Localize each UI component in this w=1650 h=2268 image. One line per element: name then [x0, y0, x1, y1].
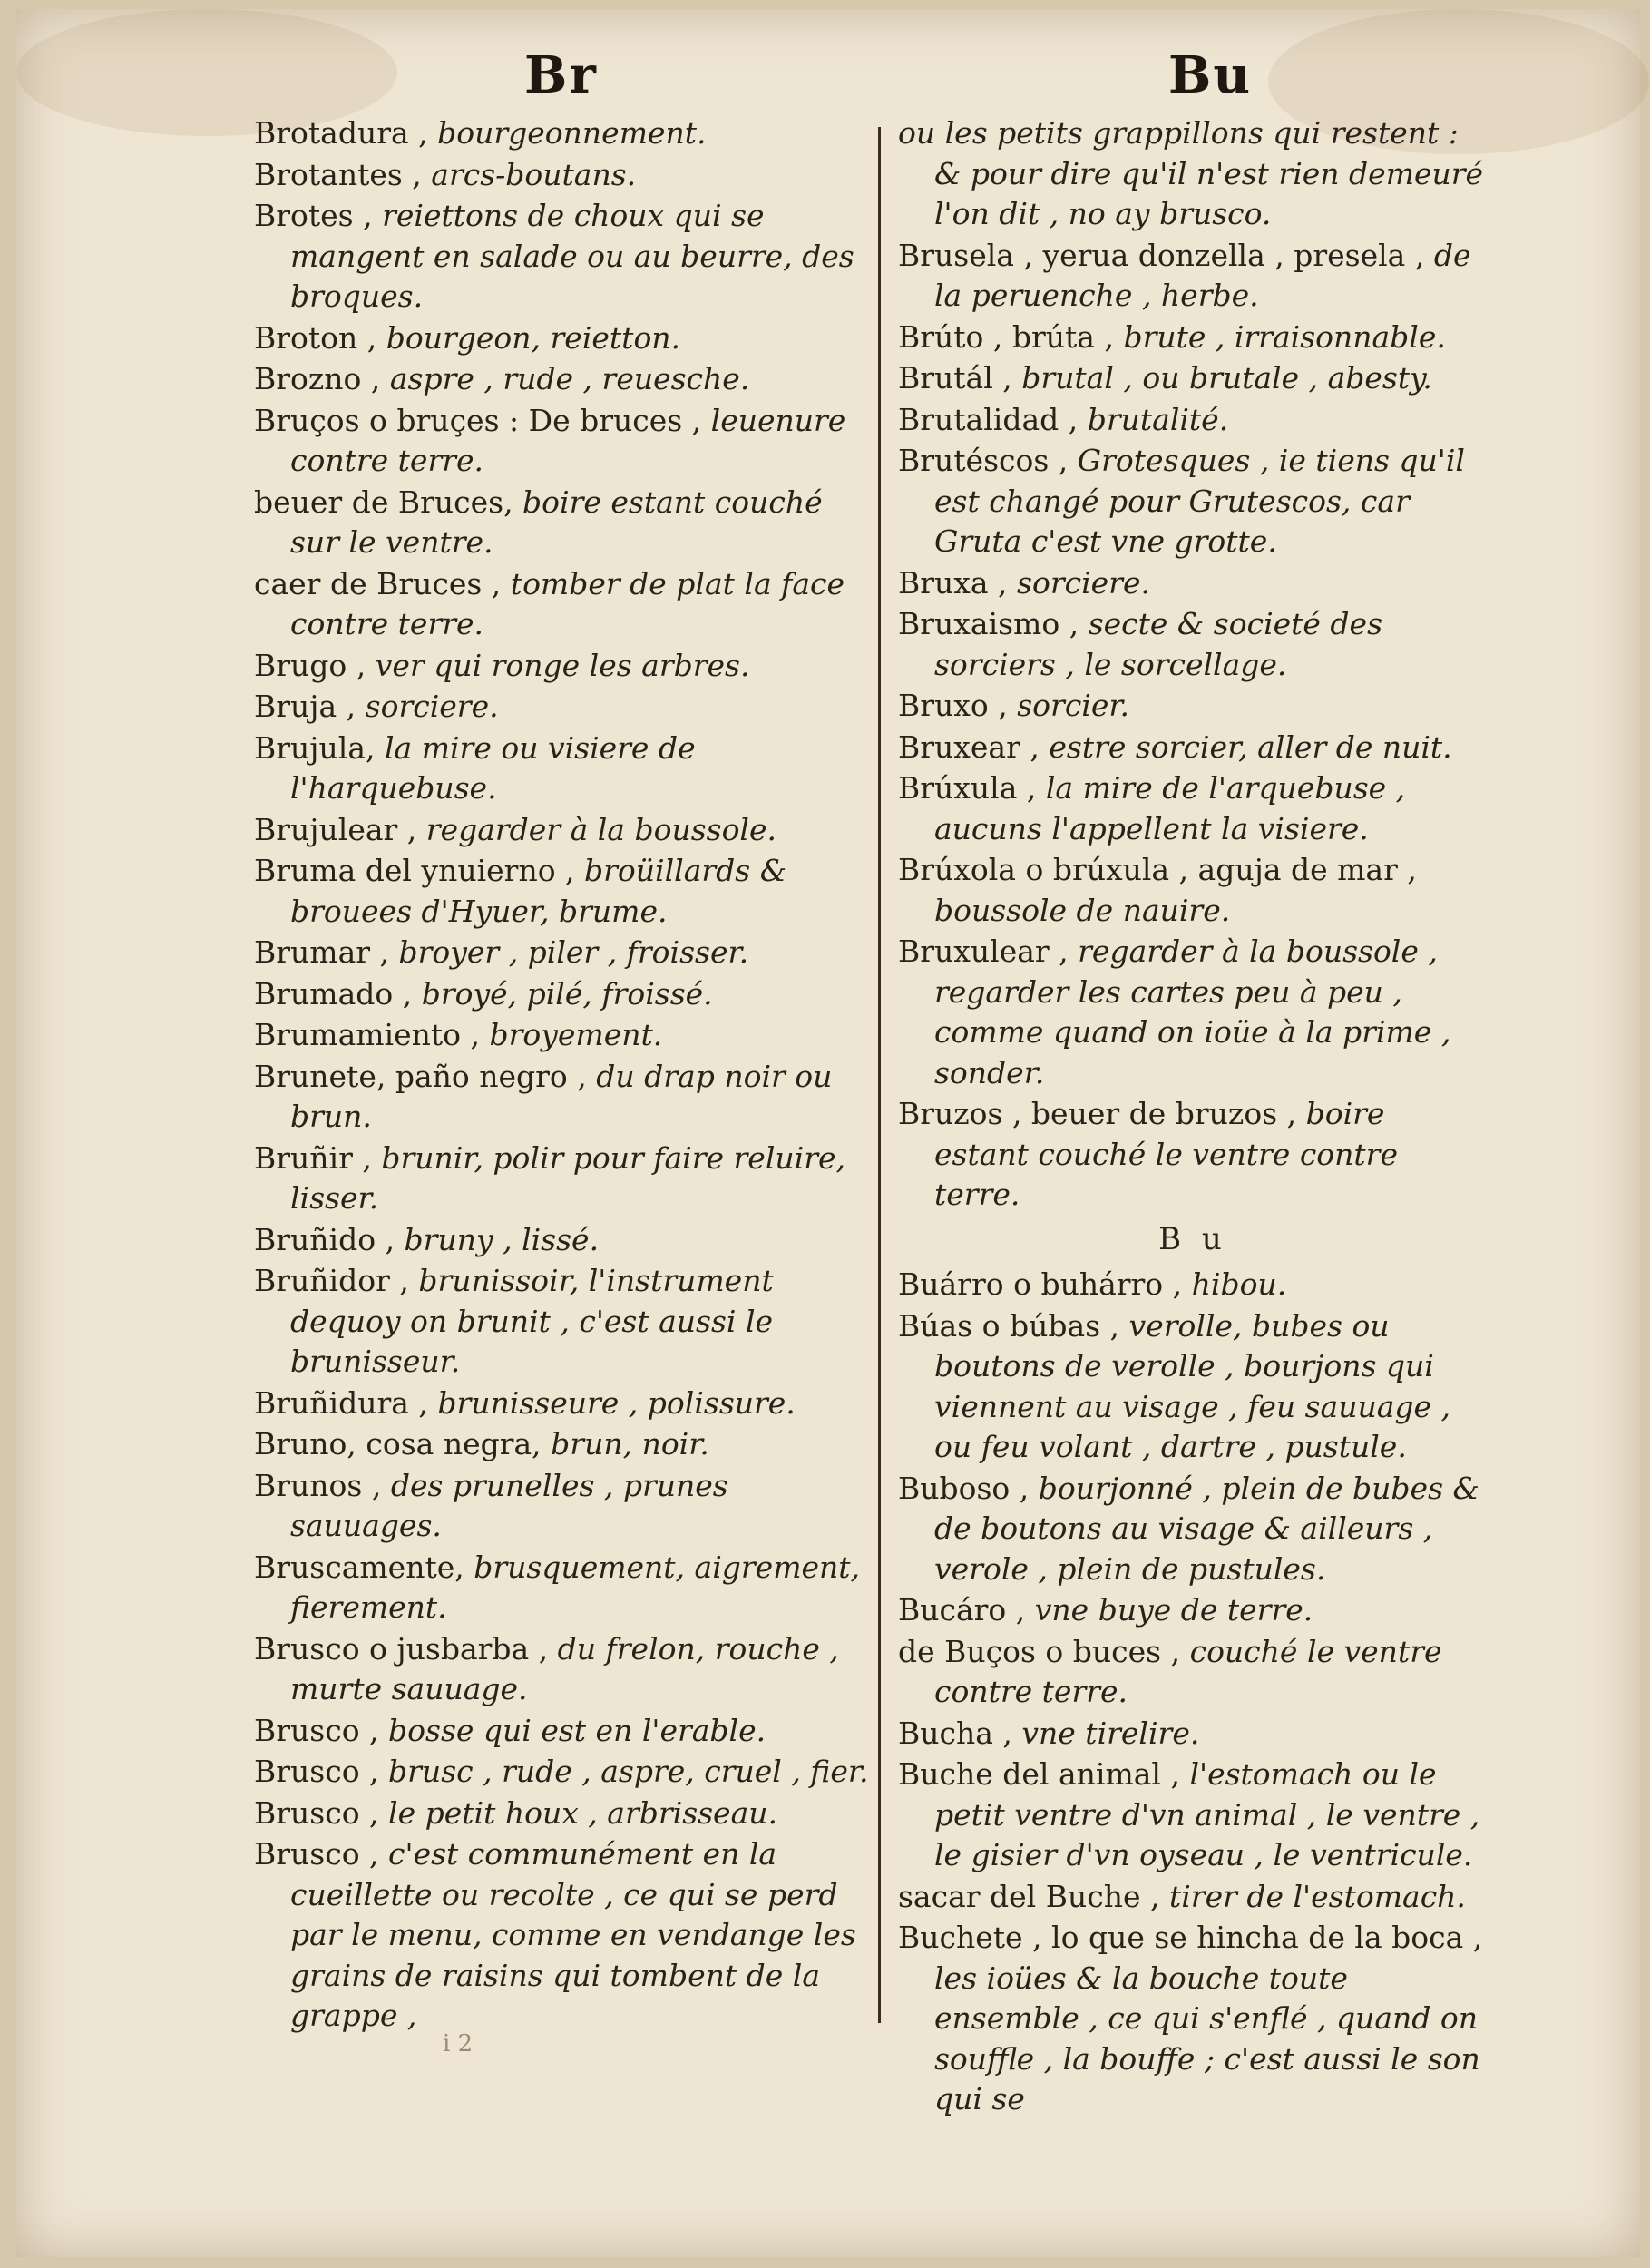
dictionary-entry	[254, 1629, 880, 1710]
entry-definition: arcs-boutans.	[421, 156, 637, 192]
entry-headword: Brumamiento ,	[254, 1017, 480, 1052]
entry-headword: caer de Bruces ,	[254, 565, 502, 601]
entry-headword: Buárro o buhárro ,	[898, 1266, 1183, 1302]
entry-headword: Brujulear ,	[254, 811, 417, 847]
entry-definition: regarder à la boussole , regarder les cartes peu à peu , comme quand on ioüe à la prime , sonder.	[934, 934, 1451, 1090]
dictionary-entry	[254, 687, 880, 728]
entry-headword: Brusco ,	[254, 1712, 379, 1748]
entry-headword: de Buços o buces ,	[898, 1633, 1181, 1669]
entry-headword: Brusco ,	[254, 1836, 379, 1872]
dictionary-entry	[254, 1466, 880, 1547]
entry-headword: Bruñidura ,	[254, 1384, 428, 1421]
dictionary-entry	[254, 1220, 880, 1261]
entry-definition: broüillards & brouees d'Hyuer, brume.	[290, 853, 787, 929]
dictionary-entry	[254, 1834, 880, 2037]
entry-definition: estre sorcier, aller de nuit.	[1039, 728, 1452, 765]
entry-headword: Buche del animal ,	[898, 1756, 1180, 1792]
entry-definition: broyé, pilé, froissé.	[412, 975, 713, 1012]
entry-definition: Grotesques , ie tiens qu'il est changé pour Grutescos, car Gruta c'est vne grotte.	[934, 443, 1465, 559]
dictionary-entry	[898, 686, 1488, 727]
entry-definition: brusc , rude , aspre, cruel , fier.	[378, 1754, 869, 1789]
entry-definition: sorciere.	[356, 689, 499, 724]
entry-definition: brusquement, aigrement, fierement.	[290, 1549, 861, 1625]
entry-definition: bourgeonnement.	[427, 115, 707, 151]
entry-definition: regarder à la boussole.	[416, 811, 777, 847]
entry-definition: aspre , rude , reuesche.	[380, 361, 750, 396]
running-head-right: Bu	[1168, 45, 1253, 105]
entry-headword: Búas o búbas ,	[898, 1307, 1120, 1344]
entry-headword: Bucáro ,	[898, 1592, 1026, 1628]
entry-headword: Brumado ,	[254, 975, 413, 1012]
entry-headword: Bruxulear ,	[898, 934, 1069, 969]
section-heading: B u	[1158, 1220, 1227, 1257]
entry-headword: Bruxo ,	[898, 688, 1008, 723]
entry-definition: des prunelles , prunes sauuages.	[290, 1467, 728, 1543]
entry-headword: Bruxaismo ,	[898, 606, 1079, 641]
entry-definition: brunisseure , polissure.	[427, 1384, 796, 1421]
entry-definition: la mire de l'arquebuse , aucuns l'appellent la visiere.	[934, 770, 1406, 846]
entry-definition: vne tirelire.	[1011, 1715, 1200, 1751]
entry-definition: bruny , lissé.	[395, 1221, 600, 1257]
entry-headword: Brusela , yerua donzella , presela ,	[898, 237, 1425, 273]
entry-headword: Brotantes ,	[254, 156, 422, 192]
entry-headword: Brusco ,	[254, 1794, 379, 1831]
entry-definition: couché le ventre contre terre.	[934, 1633, 1442, 1709]
entry-definition: sorcier.	[1007, 688, 1130, 723]
entry-definition: ver qui ronge les arbres.	[366, 647, 750, 683]
entry-definition: brunir, polir pour faire reluire, lisser.	[290, 1139, 845, 1216]
dictionary-entry	[898, 932, 1488, 1093]
entry-headword: Brutalidad ,	[898, 401, 1079, 437]
dictionary-entry	[898, 400, 1488, 441]
dictionary-entry	[254, 483, 880, 563]
dictionary-entry	[254, 318, 880, 359]
entry-definition: boire estant couché sur le ventre.	[290, 484, 823, 560]
entry-headword: Brúxula ,	[898, 770, 1037, 806]
entry-definition: brute , irraisonnable.	[1113, 318, 1446, 355]
entry-headword: Brusco ,	[254, 1754, 379, 1789]
entry-headword: Brutál ,	[898, 360, 1012, 396]
dictionary-entry	[254, 728, 880, 809]
dictionary-entry	[898, 728, 1488, 768]
entry-headword: Brozno ,	[254, 361, 381, 396]
entry-headword: Bruscamente,	[254, 1549, 464, 1585]
entry-headword: Bruma del ynuierno ,	[254, 853, 575, 888]
dictionary-entry	[254, 974, 880, 1015]
dictionary-entry	[898, 318, 1488, 358]
dictionary-entry	[898, 1632, 1488, 1713]
entry-definition: boussole de nauire.	[934, 892, 1231, 928]
entry-definition: broyement.	[479, 1017, 663, 1052]
dictionary-entry	[254, 1794, 880, 1834]
dictionary-entry	[254, 401, 880, 482]
entry-headword: Brumar ,	[254, 934, 389, 970]
entry-headword: Bucha ,	[898, 1715, 1012, 1751]
entry-headword: Bruja ,	[254, 689, 356, 724]
entry-definition: bourjonné , plein de bubes & de boutons au visage & ailleurs , verole , plein de pustules.	[934, 1470, 1479, 1587]
dictionary-entry	[254, 1548, 880, 1628]
entry-definition: bosse qui est en l'erable.	[378, 1712, 766, 1748]
entry-definition: tomber de plat la face contre terre.	[290, 565, 845, 641]
entry-definition: reiettons de choux qui se mangent en salade ou au beurre, des broques.	[290, 198, 854, 314]
dictionary-entry	[254, 196, 880, 318]
dictionary-entry	[898, 1306, 1488, 1468]
dictionary-entry	[898, 1877, 1488, 1918]
dictionary-entry	[254, 359, 880, 400]
entry-headword: Broton ,	[254, 319, 377, 356]
entry-headword: Brotes ,	[254, 198, 373, 233]
entry-headword: Bruñido ,	[254, 1221, 395, 1257]
entry-headword: Brusco o jusbarba ,	[254, 1630, 549, 1667]
entry-definition: verolle, bubes ou boutons de verolle , bourjons qui viennent au visage , feu sauuage , ou feu volant , dartre , pustule.	[934, 1307, 1451, 1464]
entry-headword: Bruços o bruçes : De bruces ,	[254, 402, 702, 438]
dictionary-entry	[254, 1261, 880, 1383]
entry-definition: tirer de l'estomach.	[1159, 1878, 1466, 1914]
entry-definition: le petit houx , arbrisseau.	[378, 1794, 778, 1831]
dictionary-entry	[898, 1590, 1488, 1631]
entry-headword: Brúto , brúta ,	[898, 318, 1114, 355]
dictionary-entry	[898, 768, 1488, 849]
entry-headword: Brunos ,	[254, 1467, 382, 1503]
dictionary-entry	[254, 1383, 880, 1424]
entry-definition: les ioües & la bouche toute ensemble , ce qui s'enflé , quand on souffle , la bouffe ; c'est aussi le son qui se	[934, 1960, 1480, 2116]
dictionary-entry	[254, 1015, 880, 1056]
entry-headword: sacar del Buche ,	[898, 1878, 1160, 1914]
entry-definition: leuenure contre terre.	[290, 402, 846, 478]
dictionary-entry	[254, 1752, 880, 1793]
left-column	[254, 113, 880, 2038]
entry-headword: Buboso ,	[898, 1470, 1030, 1506]
entry-definition: boire estant couché le ventre contre terre.	[934, 1096, 1398, 1212]
entry-definition: du frelon, rouche , murte sauuage.	[290, 1630, 839, 1706]
entry-headword: Bruno, cosa negra,	[254, 1426, 542, 1461]
dictionary-entry	[254, 113, 880, 154]
dictionary-entry	[898, 1265, 1488, 1305]
entry-definition: brun, noir.	[541, 1426, 709, 1461]
entry-headword: Brujula,	[254, 729, 376, 766]
entry-headword: Bruñidor ,	[254, 1263, 409, 1298]
dictionary-entry	[898, 441, 1488, 562]
dictionary-entry	[898, 236, 1488, 317]
dictionary-entry	[898, 1918, 1488, 2120]
dictionary-entry	[898, 850, 1488, 931]
dictionary-entry	[898, 1469, 1488, 1590]
book-page	[16, 9, 1640, 2257]
dictionary-entry	[254, 1711, 880, 1752]
entry-headword: Brunete, paño negro ,	[254, 1058, 587, 1094]
entry-definition: du drap noir ou brun.	[290, 1058, 833, 1134]
dictionary-entry	[254, 851, 880, 932]
entry-headword: beuer de Bruces,	[254, 484, 513, 520]
entry-definition: la mire ou visiere de l'harquebuse.	[290, 729, 696, 806]
dictionary-entry	[254, 933, 880, 973]
dictionary-entry	[254, 1139, 880, 1219]
entry-definition: l'estomach ou le petit ventre d'vn animal , le ventre , le gisier d'vn oyseau , le ventricule.	[934, 1756, 1480, 1872]
signature-mark: i 2	[443, 2030, 474, 2058]
dictionary-entry	[898, 1714, 1488, 1755]
entry-definition: brutalité.	[1078, 401, 1229, 437]
entry-definition: sorciere.	[1007, 564, 1150, 601]
entry-headword: Brúxola o brúxula , aguja de mar ,	[898, 852, 1417, 887]
entry-headword: Brotadura ,	[254, 115, 428, 151]
entry-headword: Brugo ,	[254, 647, 366, 683]
entry-definition: broyer , piler , froisser.	[389, 934, 749, 970]
running-head-left: Br	[524, 45, 598, 105]
entry-definition: vne buye de terre.	[1025, 1592, 1313, 1628]
dictionary-entry	[898, 1094, 1488, 1216]
entry-definition: brutal , ou brutale , abesty.	[1011, 360, 1432, 396]
dictionary-entry	[898, 1755, 1488, 1876]
entry-definition: secte & societé des sorciers , le sorcellage.	[934, 606, 1383, 682]
dictionary-entry	[898, 604, 1488, 685]
dictionary-entry	[898, 113, 1488, 235]
entry-headword: Bruñir ,	[254, 1139, 372, 1176]
entry-headword: Bruxa ,	[898, 564, 1008, 601]
dictionary-entry	[254, 564, 880, 645]
entry-headword: Brutéscos ,	[898, 443, 1069, 478]
dictionary-entry	[254, 1424, 880, 1465]
dictionary-entry	[254, 810, 880, 851]
entry-headword: Bruxear ,	[898, 728, 1040, 765]
entry-definition: ou les petits grappillons qui restent : & pour dire qu'il n'est rien demeuré l'on dit , no ay brusco.	[898, 115, 1484, 231]
dictionary-entry	[254, 646, 880, 687]
dictionary-entry	[254, 155, 880, 196]
entry-headword: Bruzos , beuer de bruzos ,	[898, 1096, 1297, 1131]
entry-definition: c'est communément en la cueillette ou recolte , ce qui se perd par le menu, comme en vendange les grains de raisins qui tombent de la grappe ,	[290, 1836, 856, 2033]
dictionary-entry	[898, 358, 1488, 399]
dictionary-entry	[898, 563, 1488, 604]
entry-definition: hibou.	[1182, 1266, 1287, 1302]
entry-definition: bourgeon, reietton.	[376, 319, 681, 356]
right-column	[898, 113, 1488, 2121]
entry-definition: brunissoir, l'instrument dequoy on brunit , c'est aussi le brunisseur.	[290, 1263, 774, 1379]
entry-headword: Buchete , lo que se hincha de la boca ,	[898, 1920, 1483, 1955]
entry-definition: de la peruenche , herbe.	[934, 237, 1471, 313]
dictionary-entry	[254, 1057, 880, 1138]
